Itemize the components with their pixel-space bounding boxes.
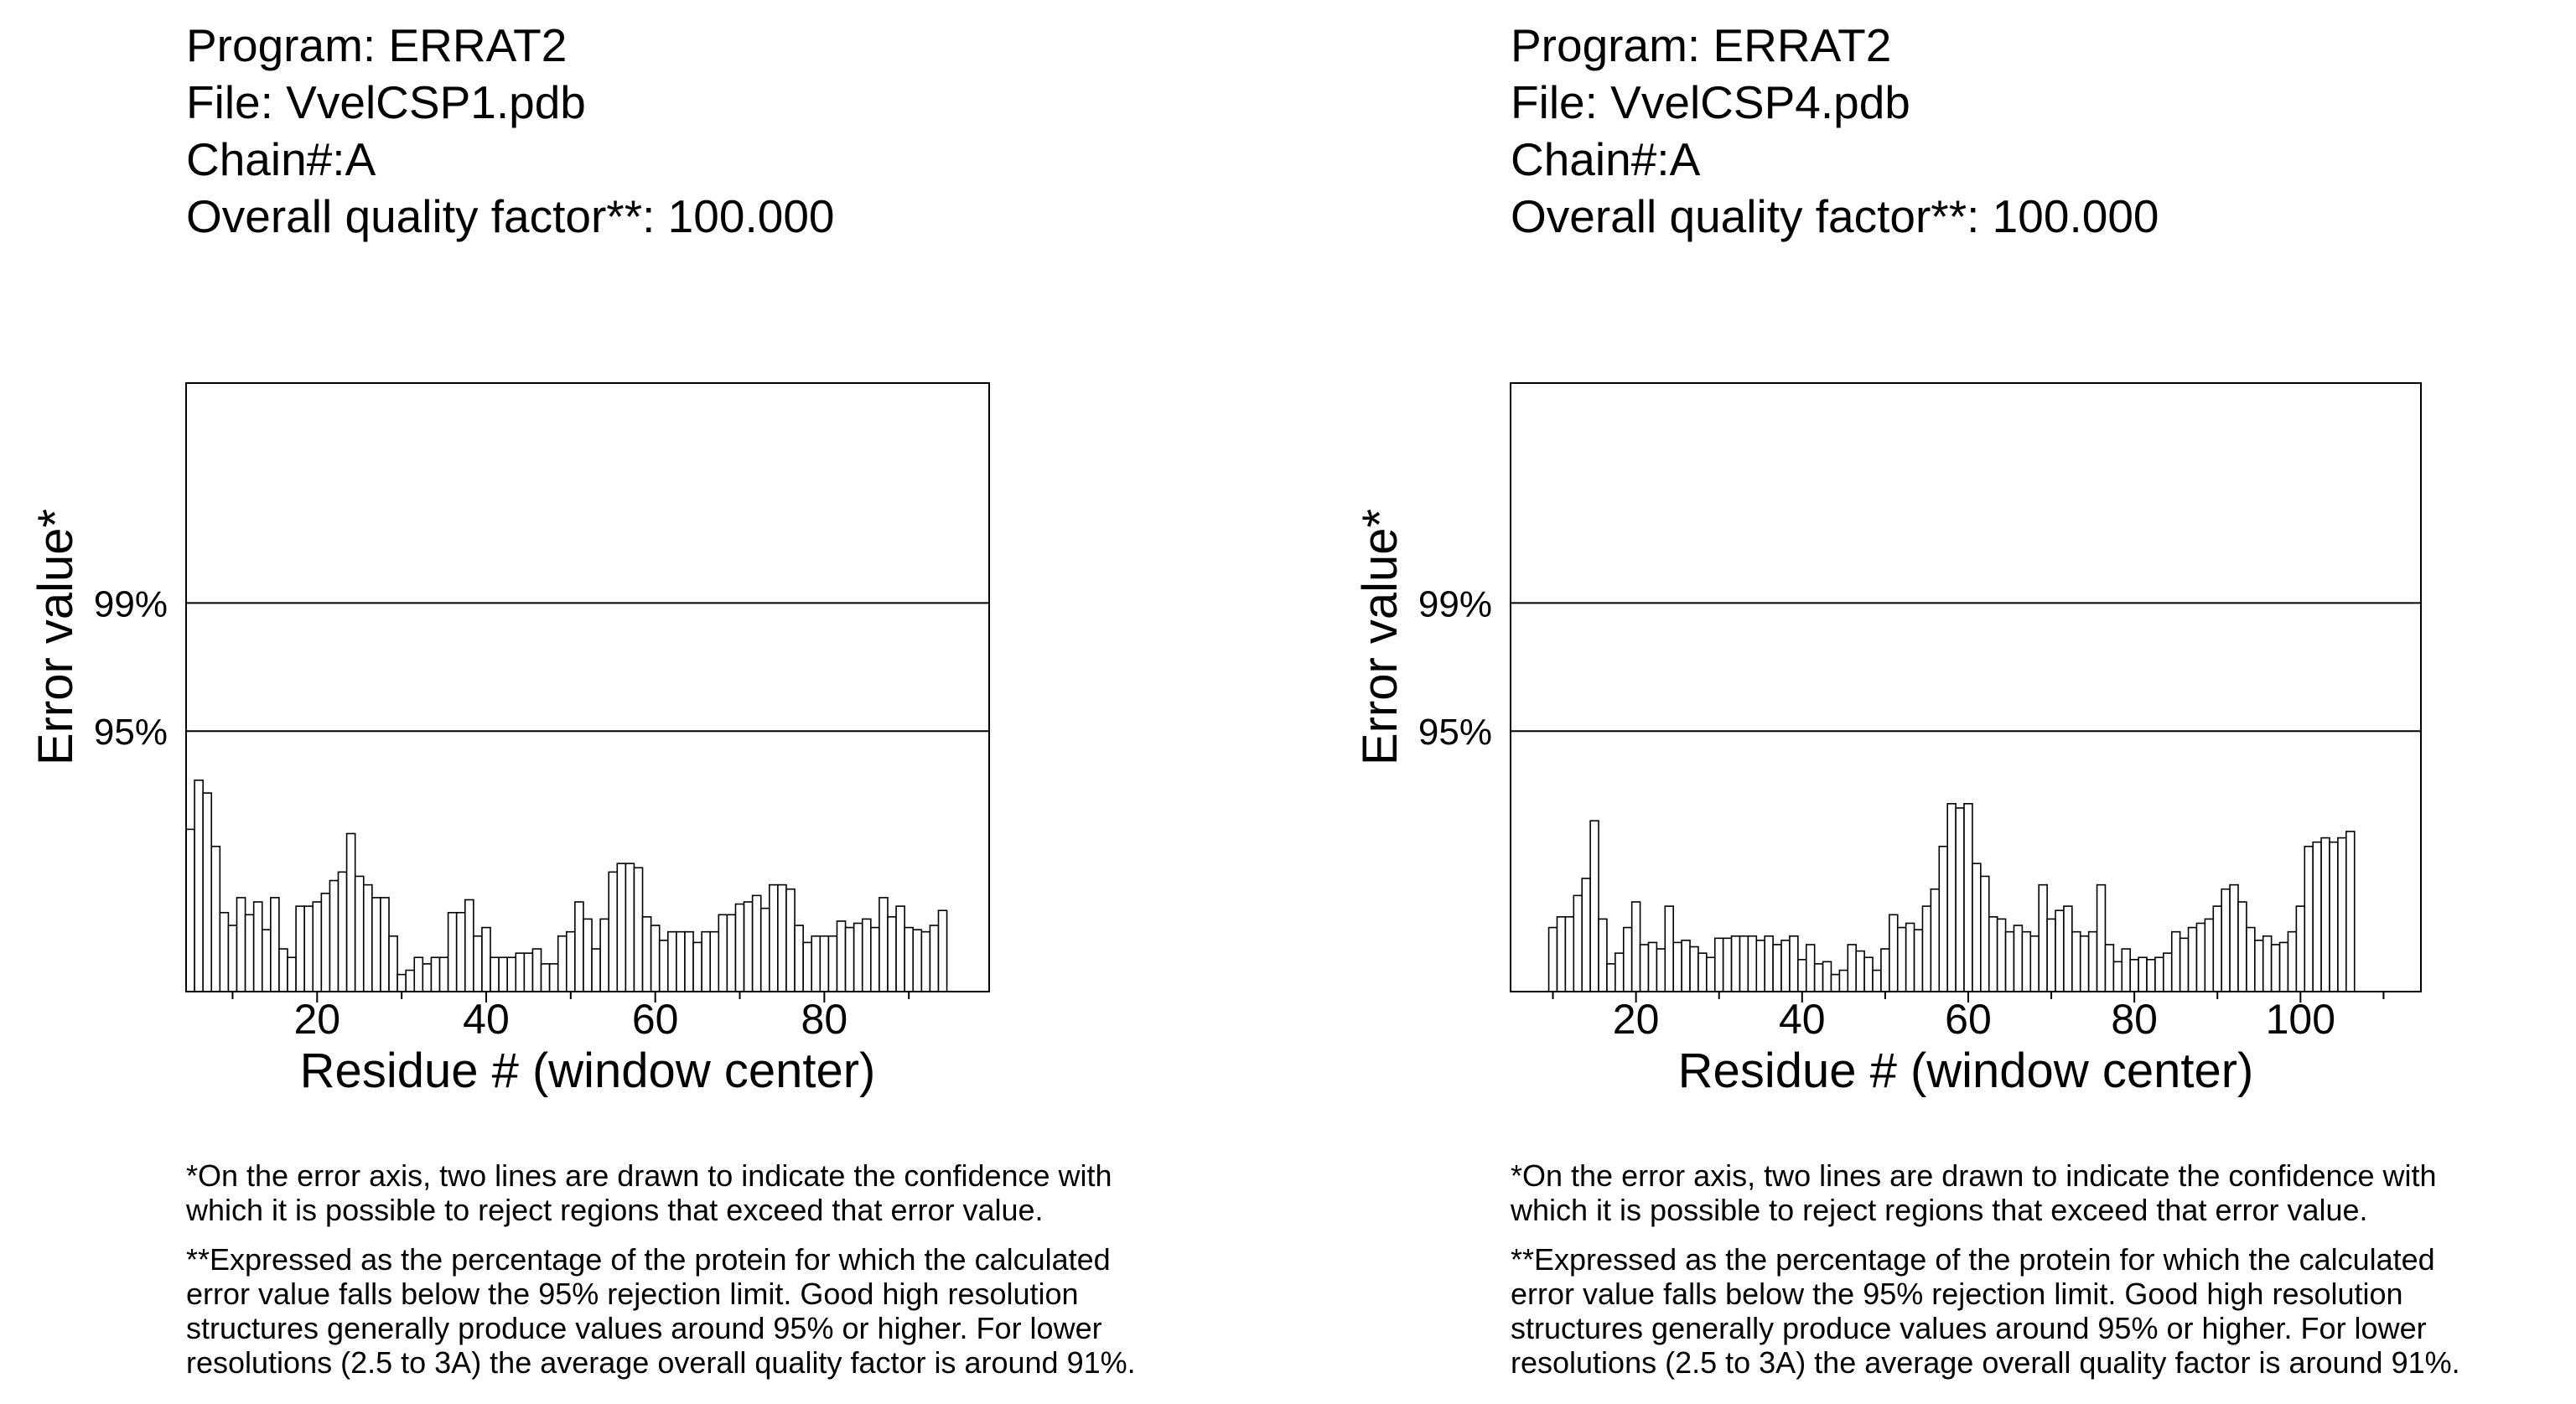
error-bar: [1889, 914, 1898, 992]
error-bar: [795, 925, 803, 992]
error-bar: [1815, 964, 1823, 992]
x-tick-label: 100: [2265, 996, 2336, 1043]
error-bar: [2105, 945, 2113, 992]
footnote-line: error value falls below the 95% rejection limit. Good high resolution: [1511, 1277, 2403, 1311]
reference-line-label: 95%: [1418, 712, 1492, 754]
error-bar: [1632, 902, 1640, 992]
error-bar: [482, 928, 490, 992]
error-bar: [2047, 919, 2055, 992]
error-bar: [2221, 889, 2230, 992]
error-bar: [440, 957, 448, 992]
error-bar: [2122, 949, 2130, 992]
error-bar: [2296, 906, 2304, 992]
error-bar: [2064, 906, 2072, 992]
error-bar: [355, 876, 364, 992]
error-bar: [583, 919, 592, 992]
error-bar: [2288, 932, 2296, 992]
footnote-line: **Expressed as the percentage of the protein for which the calculated: [186, 1242, 1111, 1277]
x-axis-title: Residue # (window center): [299, 1044, 876, 1098]
error-bar: [2263, 936, 2272, 992]
error-bar: [2313, 842, 2321, 992]
footnote-confidence-lines: [1511, 1158, 2576, 1227]
error-bar: [702, 932, 710, 992]
error-bar: [542, 964, 550, 992]
error-bar: [558, 936, 567, 992]
program-label: Program: ERRAT2: [1511, 19, 1892, 71]
error-bar: [2072, 932, 2081, 992]
error-bar: [448, 913, 457, 992]
error-bar: [1848, 945, 1856, 992]
error-bar: [1998, 919, 2006, 992]
error-bar: [2247, 928, 2255, 992]
error-bar: [228, 925, 236, 992]
error-bar: [2230, 885, 2238, 992]
error-bar: [1557, 917, 1565, 992]
error-bar: [837, 921, 845, 992]
x-axis-title: Residue # (window center): [1677, 1044, 2254, 1098]
error-bar: [803, 942, 811, 992]
error-bar: [532, 949, 541, 992]
error-bar: [1748, 936, 1756, 992]
error-bar: [643, 917, 651, 992]
error-bar: [465, 899, 474, 992]
error-bar: [507, 957, 516, 992]
error-bar: [1732, 936, 1740, 992]
error-bar: [499, 957, 507, 992]
x-tick-label: 20: [1612, 996, 1660, 1043]
error-bar: [2321, 838, 2330, 992]
chain-label: Chain#:A: [1511, 133, 1701, 185]
error-bar: [863, 919, 871, 992]
error-bar: [1989, 917, 1998, 992]
reference-line-label: 99%: [93, 583, 168, 625]
error-bar: [2138, 957, 2147, 992]
error-bar: [262, 930, 271, 992]
error-bar: [406, 971, 414, 992]
error-bar: [1549, 928, 1558, 992]
error-bar: [1707, 957, 1715, 992]
footnote-line: structures generally produce values around 95% or higher. For lower: [1511, 1311, 2427, 1345]
error-bar: [2205, 919, 2213, 992]
error-bar: [347, 833, 355, 992]
error-bar: [246, 914, 254, 992]
error-bar: [871, 928, 879, 992]
chain-label: Chain#:A: [186, 133, 376, 185]
error-bar: [685, 932, 693, 992]
error-bar: [921, 932, 930, 992]
error-bar: [2304, 847, 2313, 992]
error-bar: [422, 964, 431, 992]
error-bar: [1573, 895, 1582, 992]
error-bar: [2097, 885, 2106, 992]
error-bar: [1864, 957, 1873, 992]
error-bar: [288, 957, 296, 992]
error-bar: [474, 936, 482, 992]
error-bar: [1607, 964, 1615, 992]
error-bar: [820, 936, 828, 992]
plot-frame: [186, 383, 989, 992]
error-bar: [2238, 902, 2247, 992]
error-bar: [1582, 878, 1590, 992]
error-bar: [329, 881, 338, 992]
error-bar: [1922, 906, 1931, 992]
x-tick-label: 40: [463, 996, 510, 1043]
error-bar: [1665, 906, 1673, 992]
error-bar: [761, 909, 770, 992]
footnotes: [186, 1158, 1276, 1395]
error-bar: [2014, 925, 2022, 992]
error-bar: [2189, 928, 2197, 992]
error-bar: [296, 906, 304, 992]
error-bar: [828, 936, 837, 992]
error-bar: [651, 925, 660, 992]
error-bar: [1673, 942, 1682, 992]
errat-panel-vvelcsp1: [0, 0, 1283, 1404]
footnote-line: which it is possible to reject regions that exceed that error value.: [1511, 1193, 2368, 1227]
error-bar: [676, 932, 685, 992]
footnote-quality-factor: [186, 1242, 1276, 1380]
error-bar: [2155, 957, 2164, 992]
error-bar: [1898, 928, 1906, 992]
error-bar: [550, 964, 558, 992]
file-label: File: VvelCSP1.pdb: [186, 76, 586, 128]
error-bar: [2081, 936, 2089, 992]
error-bar: [896, 906, 904, 992]
error-bar: [2022, 932, 2030, 992]
error-bar: [381, 898, 389, 992]
error-bar: [186, 829, 194, 992]
error-bar: [753, 895, 761, 992]
error-bar: [2113, 961, 2122, 992]
error-bar: [735, 904, 744, 992]
error-bar: [625, 863, 634, 992]
error-bar: [770, 885, 778, 992]
error-bar: [339, 872, 347, 992]
error-bar: [2055, 910, 2064, 992]
error-bar: [237, 898, 246, 992]
error-bar: [1915, 930, 1923, 992]
error-bar: [431, 957, 439, 992]
y-axis-title: Error value*: [1353, 508, 1407, 766]
error-bar: [1790, 936, 1798, 992]
error-bar: [1931, 889, 1939, 992]
error-bar: [786, 889, 795, 992]
error-bar: [1615, 953, 1624, 992]
error-bar: [609, 872, 617, 992]
footnote-line: *On the error axis, two lines are drawn to indicate the confidence with: [186, 1158, 1112, 1193]
error-bar: [592, 949, 600, 992]
program-label: Program: ERRAT2: [186, 19, 568, 71]
error-bar: [1756, 940, 1765, 992]
error-bar: [516, 953, 524, 992]
error-bar: [2213, 906, 2221, 992]
error-bar: [1806, 945, 1815, 992]
x-tick-label: 60: [1945, 996, 1992, 1043]
error-bar: [2147, 960, 2155, 992]
error-bar: [2006, 932, 2014, 992]
error-bar: [397, 975, 406, 992]
error-bar: [1964, 804, 1972, 992]
footnote-line: which it is possible to reject regions that exceed that error value.: [186, 1193, 1044, 1227]
error-bar: [846, 928, 854, 992]
x-tick-label: 80: [801, 996, 848, 1043]
footnote-quality-factor: [1511, 1242, 2576, 1380]
error-bar: [220, 913, 228, 992]
error-bar: [2196, 923, 2205, 992]
error-bar: [524, 953, 532, 992]
footnote-line: structures generally produce values around 95% or higher. For lower: [186, 1311, 1102, 1345]
footnote-line: *On the error axis, two lines are drawn to indicate the confidence with: [1511, 1158, 2437, 1193]
quality-factor-label: Overall quality factor**: 100.000: [1511, 190, 2159, 242]
footnotes: [1511, 1158, 2576, 1395]
error-bar: [778, 885, 786, 992]
error-bar: [634, 868, 642, 992]
error-bar: [710, 932, 718, 992]
y-axis-title: Error value*: [29, 508, 83, 766]
error-bar: [1856, 951, 1864, 992]
error-bar: [1956, 808, 1964, 992]
error-bar: [660, 940, 668, 992]
error-bar: [1698, 953, 1707, 992]
error-bar: [490, 957, 499, 992]
error-bar: [1881, 949, 1889, 992]
error-bar: [718, 914, 727, 992]
error-bar: [2130, 960, 2138, 992]
error-bar: [2338, 838, 2346, 992]
reference-line-label: 99%: [1418, 583, 1492, 625]
error-bar: [1590, 821, 1599, 992]
error-bar: [913, 930, 921, 992]
error-bar: [668, 932, 676, 992]
error-bar: [1624, 928, 1632, 992]
error-bar: [854, 923, 863, 992]
x-tick-label: 60: [631, 996, 679, 1043]
error-bar: [203, 793, 211, 992]
error-bar: [2030, 936, 2039, 992]
error-bar: [1640, 945, 1649, 992]
error-bar: [211, 847, 220, 992]
error-bar: [617, 863, 625, 992]
footnote-confidence-lines: [186, 1158, 1276, 1227]
error-bar: [1565, 917, 1573, 992]
errat-panel-vvelcsp4: [1324, 0, 2576, 1404]
error-bar: [693, 942, 702, 992]
error-bar: [271, 898, 279, 992]
error-bar: [938, 910, 946, 992]
error-bar: [313, 902, 321, 992]
error-bar: [1682, 940, 1690, 992]
error-bar: [1947, 804, 1956, 992]
error-bar: [879, 898, 888, 992]
error-bar: [1599, 919, 1607, 992]
quality-factor-label: Overall quality factor**: 100.000: [186, 190, 835, 242]
error-bar: [321, 894, 329, 992]
x-tick-label: 40: [1778, 996, 1826, 1043]
error-bar: [2089, 932, 2097, 992]
error-bar: [1972, 863, 1981, 992]
error-bar: [279, 949, 288, 992]
error-bar: [304, 906, 313, 992]
error-bar: [1648, 942, 1656, 992]
error-bar: [1773, 945, 1781, 992]
error-bar: [2346, 832, 2355, 992]
footnote-line: error value falls below the 95% rejection limit. Good high resolution: [186, 1277, 1079, 1311]
error-bar: [811, 936, 820, 992]
error-bar: [1939, 847, 1947, 992]
footnote-line: resolutions (2.5 to 3A) the average overall quality factor is around 91%.: [1511, 1345, 2460, 1380]
error-bar: [744, 902, 753, 992]
error-bar: [600, 919, 609, 992]
error-bar: [1831, 975, 1839, 992]
error-bar: [2330, 842, 2338, 992]
error-bar: [1981, 876, 1989, 992]
error-bar: [1656, 949, 1665, 992]
x-tick-label: 80: [2111, 996, 2158, 1043]
error-bar: [1873, 971, 1881, 992]
error-bar: [2272, 945, 2280, 992]
error-bar: [1906, 923, 1915, 992]
footnote-line: **Expressed as the percentage of the protein for which the calculated: [1511, 1242, 2435, 1277]
reference-line-label: 95%: [93, 712, 168, 754]
error-bar: [1765, 936, 1773, 992]
error-bar: [414, 957, 422, 992]
error-bar: [727, 914, 735, 992]
error-bar: [1739, 936, 1748, 992]
error-bar: [2255, 940, 2263, 992]
error-bar: [364, 885, 372, 992]
error-bar: [194, 780, 203, 992]
error-bar: [389, 936, 397, 992]
error-bar: [1690, 947, 1698, 992]
x-tick-label: 20: [293, 996, 341, 1043]
error-bar: [254, 902, 262, 992]
error-bar: [1839, 971, 1848, 992]
error-bar: [1781, 940, 1790, 992]
error-bar: [2280, 942, 2288, 992]
error-bar: [2172, 932, 2180, 992]
error-bar: [1723, 938, 1732, 992]
error-bar: [930, 925, 938, 992]
error-bar: [1823, 961, 1832, 992]
error-bar: [904, 928, 913, 992]
error-bar: [1798, 960, 1806, 992]
error-bar: [567, 932, 575, 992]
error-bar: [457, 913, 465, 992]
error-bar: [888, 917, 896, 992]
error-bar: [2164, 953, 2172, 992]
error-bar: [2039, 885, 2047, 992]
footnote-line: resolutions (2.5 to 3A) the average overall quality factor is around 91%.: [186, 1345, 1136, 1380]
error-bar: [1715, 938, 1723, 992]
error-bar: [2180, 938, 2189, 992]
file-label: File: VvelCSP4.pdb: [1511, 76, 1910, 128]
error-bar: [575, 902, 583, 992]
error-bar: [372, 898, 381, 992]
